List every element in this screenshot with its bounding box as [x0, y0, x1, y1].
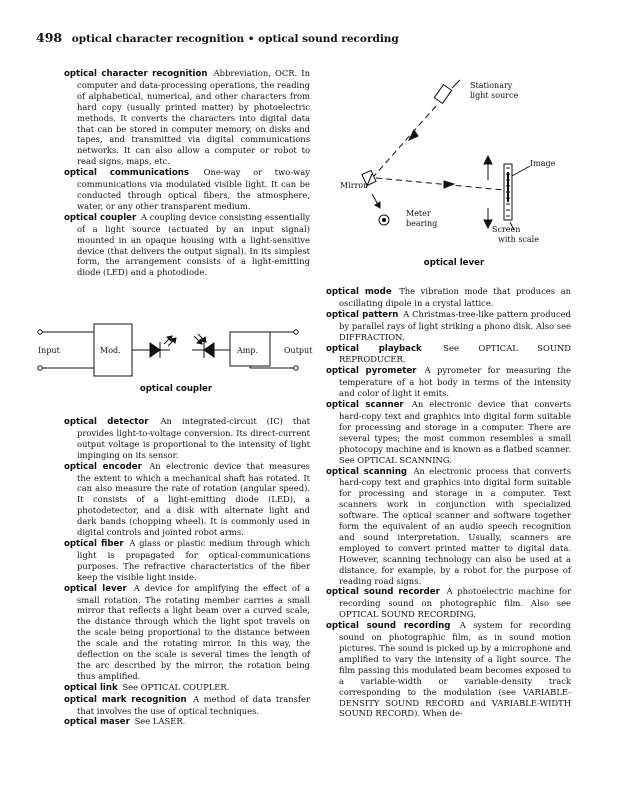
entry-term: optical scanner	[326, 400, 404, 411]
entry-optical-fiber	[64, 538, 310, 583]
entry-term: optical sound recording	[326, 621, 451, 632]
entry-term: optical fiber	[64, 538, 124, 549]
entry-text: An electronic device that measures the extent to which a mechanical shaft has rotated. It can also measure the rate of rotation (angular speed). It consists of a light-emitting diode (LED), a photodetector, and a disk with alternate light and dark bands (chopping wheel). It is commonly used in digital controls and jointed robot arms.	[77, 460, 310, 538]
photodiode-symbol	[204, 343, 214, 357]
right-column	[326, 286, 571, 719]
entry-optical-pattern	[326, 309, 571, 343]
output-label: Output	[284, 346, 313, 355]
image-label: Image	[530, 159, 556, 168]
entry-optical-detector	[64, 416, 310, 461]
entry-text: See OPTICAL SOUND REPRODUCER.	[339, 342, 572, 365]
entry-term: optical pyrometer	[326, 366, 417, 377]
entry-term: optical character recognition	[64, 69, 208, 79]
entry-text: A coupling device consisting essentially of a light source (actuated by an input signal) mounted in an opaque housing with a light-sensitive device (that delivers the output signal). In its simplest form, the arrangement consists of a light-emitting diode (LED) and a photodiode.	[77, 211, 310, 278]
left-column-bottom	[64, 416, 310, 728]
entry-term: optical coupler	[64, 212, 137, 223]
entry-text: A Christmas-tree-like pattern produced by parallel rays of light striking a phono disk. Also see DIFFRACTION.	[339, 308, 571, 342]
input-terminal-bottom	[38, 366, 42, 370]
entry-term: optical mark recognition	[64, 694, 187, 705]
entry-term: optical sound recorder	[326, 587, 440, 598]
entry-term: optical encoder	[64, 461, 142, 472]
source-label-2: light source	[470, 91, 519, 100]
entry-text: A system for recording sound on photographic film, as in sound motion pictures. The sound is picked up by a microphone and amplified to vary the intensity of a light source. The film passing this modulated beam becomes exposed to a variable-width or variable-density track corresponding to the modulation (see VARIABLE-DENSITY SOUND RECORD and VARIABLE-WIDTH SOUND RECORD). When de-	[339, 620, 571, 719]
entry-text: See OPTICAL COUPLER.	[122, 681, 230, 692]
entry-term: optical communications	[64, 168, 190, 179]
optical-lever-figure	[334, 68, 574, 278]
light-source-symbol	[434, 85, 451, 104]
entry-text: See LASER.	[134, 716, 186, 727]
entry-optical-communications	[64, 167, 310, 212]
incident-beam	[374, 106, 436, 176]
optical-lever-diagram	[334, 68, 574, 254]
entry-term: optical mode	[326, 287, 392, 297]
entry-text: An integrated-circuit (IC) that provides light-to-voltage conversion. Its direct-current output voltage is proportional to the intensity of light impinging on its sensor.	[77, 416, 310, 460]
optical-lever-caption: optical lever	[423, 258, 485, 268]
source-label-1: Stationary	[470, 81, 513, 90]
left-column-top	[64, 68, 310, 278]
input-label: Input	[38, 346, 60, 355]
output-terminal-bottom	[294, 366, 298, 370]
entry-text: A pyrometer for measuring the temperature of a hot body in terms of the intensity and color of light it emits.	[339, 365, 571, 399]
optical-coupler-diagram	[36, 322, 326, 378]
entry-optical-lever	[64, 583, 310, 682]
entry-term: optical scanning	[326, 466, 408, 477]
entry-text: A glass or plastic medium through which light is propagated for optical-communications purposes. The refractive characteristics of the fiber keep the visible light inside.	[77, 537, 310, 582]
entry-term: optical playback	[326, 343, 422, 354]
output-terminal-top	[294, 330, 298, 334]
entry-text: A photoelectric machine for recording sound on photographic film. Also see OPTICAL SOUND RECORDING.	[339, 586, 571, 620]
running-title: optical character recognition • optical sound recording	[71, 33, 399, 45]
entry-optical-mark-recognition	[64, 694, 310, 717]
mod-label: Mod.	[100, 346, 121, 355]
entry-text: An electronic device that converts hard-copy text and graphics into digital form suitable for processing and storage in a computer. There are several types; the most common resembles a small photocopy machine and is known as a flatbed scanner. See OPTICAL SCANNING.	[339, 399, 571, 465]
entry-optical-sound-recording	[326, 620, 571, 719]
mirror-label: Mirror	[340, 181, 368, 190]
meter-label-2: bearing	[406, 219, 438, 228]
entry-optical-link	[64, 682, 310, 694]
entry-optical-scanner	[326, 399, 571, 465]
entry-optical-playback	[326, 343, 571, 366]
entry-text: The vibration mode that produces an oscillating dipole in a crystal lattice.	[339, 286, 571, 308]
optical-coupler-caption: optical coupler	[139, 384, 213, 394]
optical-coupler-figure	[36, 322, 326, 402]
screen-label-1: Screen	[492, 225, 521, 234]
reflected-beam	[376, 178, 504, 190]
entry-text: A method of data transfer that involves the use of optical techniques.	[77, 693, 310, 716]
entry-optical-mode	[326, 286, 571, 309]
screen-label-2: with scale	[498, 235, 539, 244]
entry-optical-scanning	[326, 466, 571, 587]
entry-term: optical lever	[64, 583, 127, 594]
page-number: 498	[36, 30, 63, 45]
entry-text: One-way or two-way communications via modulated visible light. It can be conducted through optical fibers, the atmosphere, water, or any other transparent medium.	[77, 167, 310, 211]
meter-label-1: Meter	[406, 209, 431, 218]
input-terminal-top	[38, 330, 42, 334]
entry-optical-maser	[64, 716, 310, 728]
entry-optical-pyrometer	[326, 365, 571, 399]
entry-text: Abbreviation, OCR. In computer and data-processing operations, the reading of alphabetical, numerical, and other characters from hard copy (usually printed matter) by photoelectric methods. It converts the characters into digital data that can be stored in computer memory, on disks and tapes, and transmitted via digital communications networks. It can also allow a computer or robot to read signs, maps, etc.	[77, 68, 311, 167]
entry-optical-coupler	[64, 212, 310, 278]
entry-optical-character-recognition	[64, 68, 310, 167]
entry-text: A device for amplifying the effect of a small rotation. The rotating member carries a small mirror that reflects a light beam over a curved scale, the distance through which the light spot travels on the scale being proportional to the distance between the scale and the rotating mirror. In this way, the deflection on the scale is several times the length of the arc described by the mirror, the rotation being thus amplified.	[77, 582, 311, 681]
entry-term: optical detector	[64, 417, 149, 427]
running-header	[36, 30, 596, 45]
entry-term: optical pattern	[326, 309, 399, 320]
entry-text: An electronic process that converts hard-copy text and graphics into digital form suitable for processing and storage in a computer. Text scanners work in conjunction with specialized software. The optical scanner and software together form the equivalent of an audio speech recognition and sound interpretation. Usually, scanners are employed to convert printed matter to digital data. However, scanning technology can also be used at a distance, for example, by a robot for the purpose of reading road signs.	[339, 465, 571, 586]
entry-optical-encoder	[64, 461, 310, 538]
amp-label: Amp.	[237, 346, 259, 355]
led-symbol	[150, 343, 160, 357]
entry-term: optical link	[64, 682, 118, 693]
entry-optical-sound-recorder	[326, 586, 571, 620]
entry-term: optical maser	[64, 717, 130, 728]
